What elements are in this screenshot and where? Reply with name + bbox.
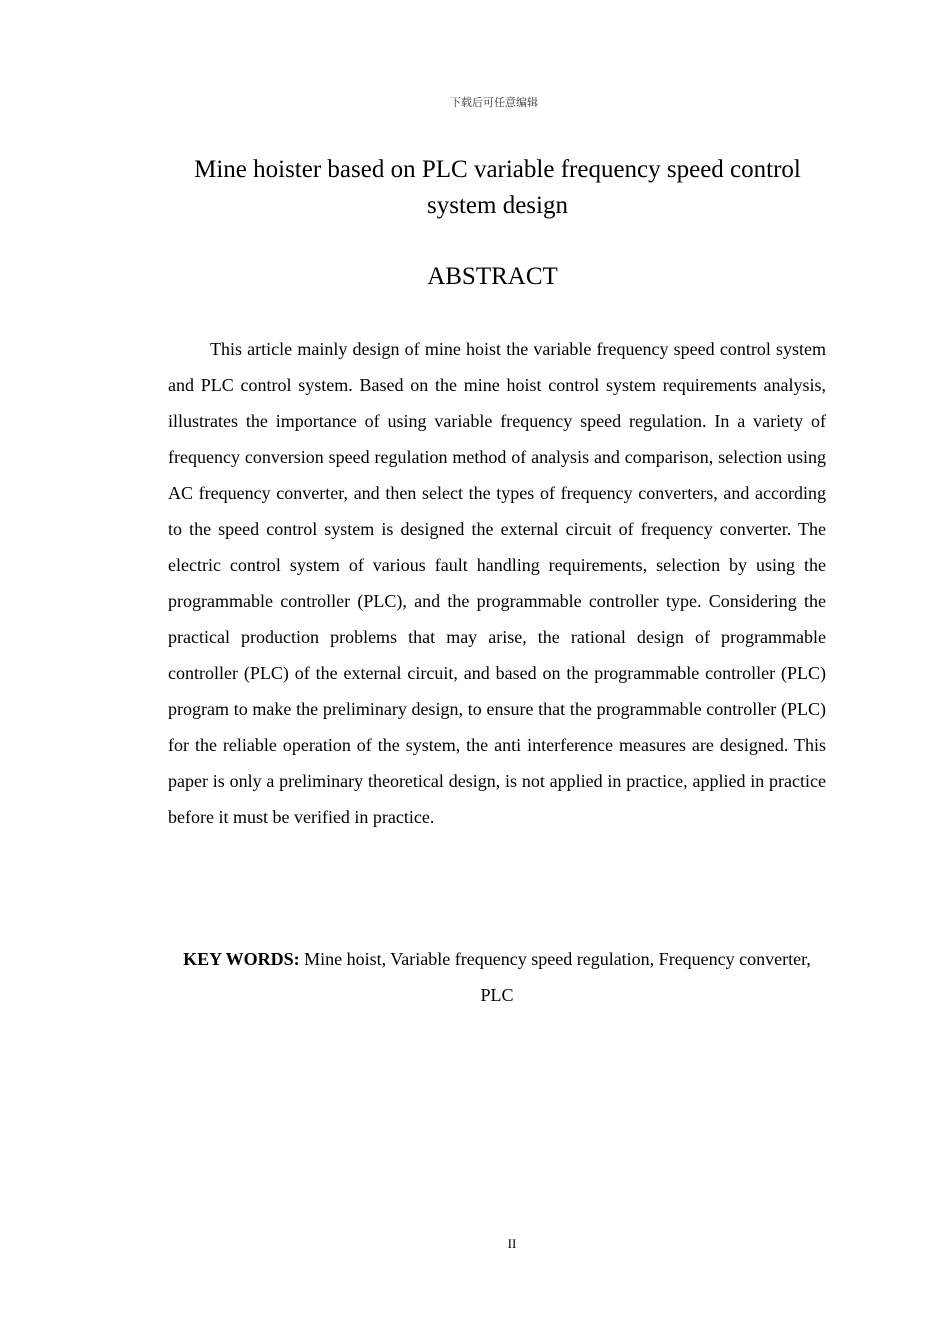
document-title: Mine hoister based on PLC variable frequency speed control system design [194, 156, 801, 219]
abstract-heading: ABSTRACT [427, 263, 558, 290]
keywords-label: KEY WORDS: [183, 949, 300, 969]
header-note: 下载后可任意编辑 [450, 96, 538, 109]
page-number: II [507, 1236, 517, 1251]
abstract-body: This article mainly design of mine hoist the variable frequency speed control system and PLC control system. Based on the mine hoist control system requirements analysis, illustrates the importance of using variable frequency speed regulation. In a variety of frequency conversion speed regulation method of analysis and comparison, selection using AC frequency converter, and then select the types of frequency converters, and according to the speed control system is designed the external circuit of frequency converter. The electric control system of various fault handling requirements, selection by using the programmable controller (PLC), and the programmable controller type. Considering the practical production problems that may arise, the rational design of programmable controller (PLC) of the external circuit, and based on the programmable controller (PLC) program to make the preliminary design, to ensure that the programmable controller (PLC) for the reliable operation of the system, the anti interference measures are designed. This paper is only a preliminary theoretical design, is not applied in practice, applied in practice before it must be verified in practice. [168, 339, 826, 827]
keywords-line [168, 941, 826, 1013]
keywords-text: Mine hoist, Variable frequency speed regulation, Frequency converter, PLC [299, 949, 811, 1005]
